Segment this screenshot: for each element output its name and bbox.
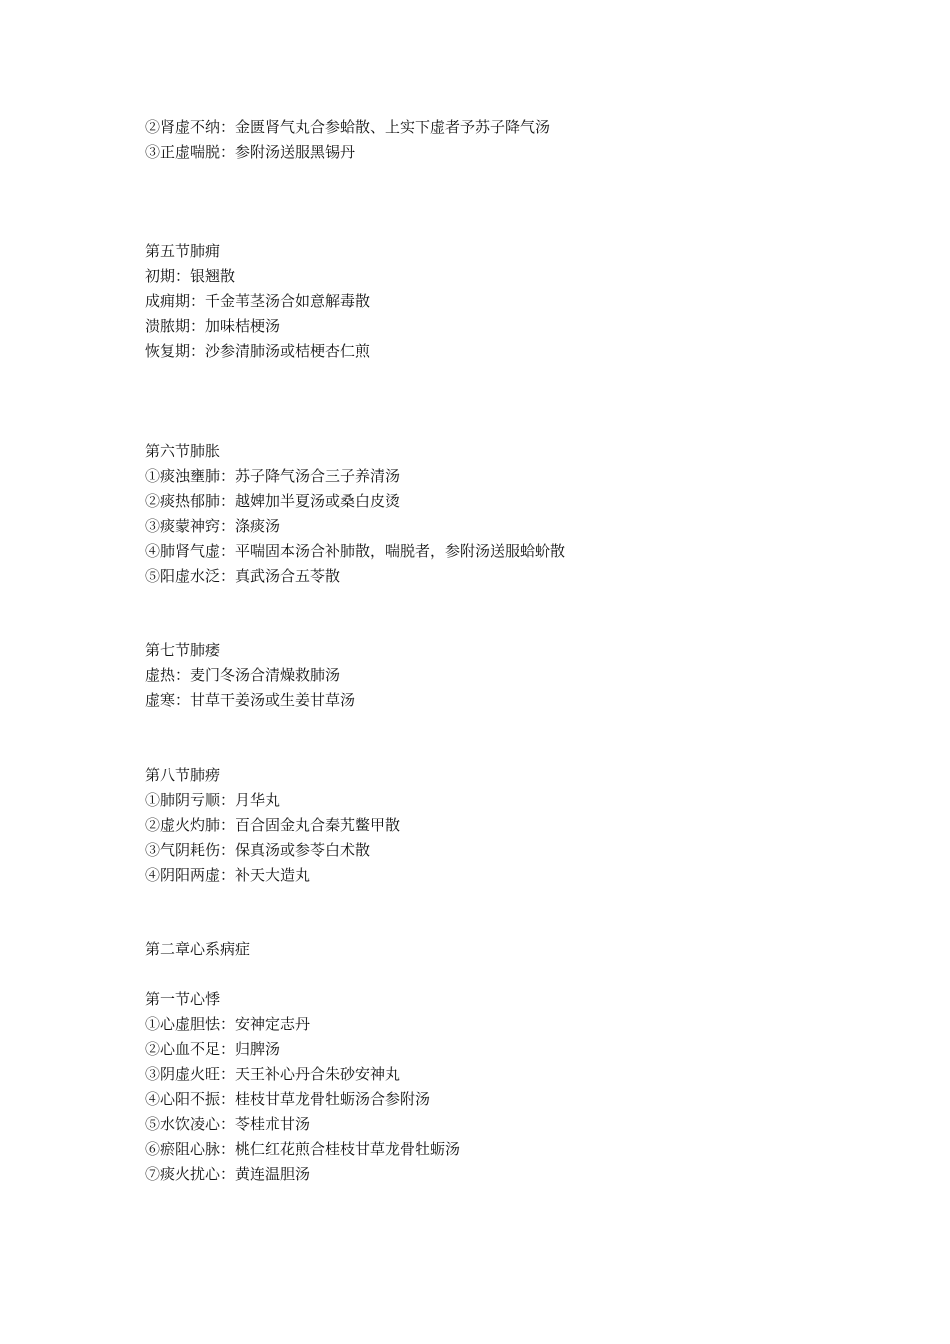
section-heading: 第六节肺胀 (145, 442, 221, 460)
text-line: ⑥瘀阻心脉：桃仁红花煎合桂枝甘草龙骨牡蛎汤 (145, 1140, 461, 1158)
text-line: ④肺肾气虚：平喘固本汤合补肺散，喘脱者，参附汤送服蛤蚧散 (145, 542, 566, 560)
section-heading: 第五节肺痈 (145, 242, 221, 260)
text-line: ①痰浊壅肺：苏子降气汤合三子养清汤 (145, 467, 401, 485)
text-line: ③痰蒙神窍：涤痰汤 (145, 517, 281, 535)
text-line: ③气阴耗伤：保真汤或参苓白术散 (145, 841, 371, 859)
text-line: ④阴阳两虚：补天大造丸 (145, 866, 311, 884)
text-line: ②痰热郁肺：越婢加半夏汤或桑白皮烫 (145, 492, 401, 510)
text-line: ①肺阴亏顺：月华丸 (145, 791, 281, 809)
text-line: 成痈期：千金苇茎汤合如意解毒散 (145, 292, 371, 310)
text-line: ②虚火灼肺：百合固金丸合秦艽鳖甲散 (145, 816, 401, 834)
text-line: ④心阳不振：桂枝甘草龙骨牡蛎汤合参附汤 (145, 1090, 431, 1108)
text-line: ②心血不足：归脾汤 (145, 1040, 281, 1058)
text-line: 初期：银翘散 (145, 267, 236, 285)
section-heading: 第八节肺痨 (145, 766, 221, 784)
section-heading: 第七节肺痿 (145, 641, 221, 659)
text-line: ⑤水饮凌心：苓桂朮甘汤 (145, 1115, 311, 1133)
text-line: ⑦痰火扰心：黄连温胆汤 (145, 1165, 311, 1183)
text-line: ③阴虚火旺：天王补心丹合朱砂安神丸 (145, 1065, 401, 1083)
text-line: 虚寒：甘草干姜汤或生姜甘草汤 (145, 691, 356, 709)
text-line: ③正虚喘脱：参附汤送服黑锡丹 (145, 143, 356, 161)
chapter-heading: 第二章心系病症 (145, 940, 251, 958)
text-line: 溃脓期：加味桔梗汤 (145, 317, 281, 335)
text-line: ①心虚胆怯：安神定志丹 (145, 1015, 311, 1033)
section-heading: 第一节心悸 (145, 990, 221, 1008)
text-line: 恢复期：沙参清肺汤或桔梗杏仁煎 (145, 342, 371, 360)
text-line: ②肾虚不纳：金匮肾气丸合参蛤散、上实下虚者予苏子降气汤 (145, 118, 551, 136)
text-line: ⑤阳虚水泛：真武汤合五苓散 (145, 567, 341, 585)
text-line: 虚热：麦门冬汤合清燥救肺汤 (145, 666, 341, 684)
